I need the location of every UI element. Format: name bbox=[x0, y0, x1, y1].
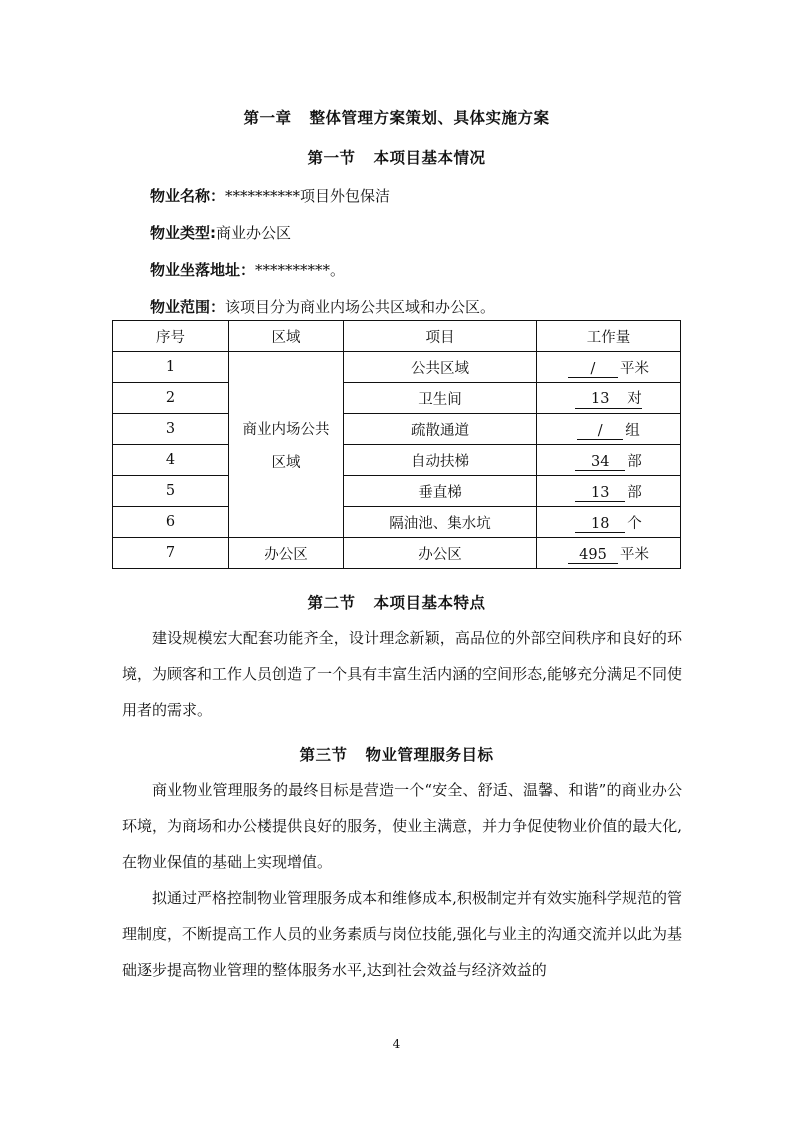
qty-unit: 平米 bbox=[620, 546, 649, 563]
field-property-scope bbox=[150, 296, 495, 317]
chapter-title bbox=[0, 106, 793, 128]
cell-no: 4 bbox=[113, 445, 229, 476]
page-number: 4 bbox=[392, 1037, 401, 1051]
cell-no: 2 bbox=[113, 383, 229, 414]
table-row bbox=[113, 352, 681, 383]
cell-no: 6 bbox=[113, 507, 229, 538]
field-label: 物业范围： bbox=[150, 298, 226, 316]
table-row bbox=[113, 414, 681, 445]
table-row bbox=[113, 383, 681, 414]
header-item: 项目 bbox=[344, 321, 537, 352]
cell-no: 1 bbox=[113, 352, 229, 383]
qty-unit: 对 bbox=[627, 391, 642, 407]
cell-workload bbox=[537, 476, 681, 507]
area-line-2: 区域 bbox=[271, 454, 301, 471]
section1-title bbox=[0, 146, 793, 168]
field-label: 物业坐落地址： bbox=[150, 261, 256, 279]
chapter-title-prefix: 第一章 bbox=[243, 109, 292, 127]
field-value: 商业办公区 bbox=[216, 224, 292, 242]
paragraph: 拟通过严格控制物业管理服务成本和维修成本,积极制定并有效实施科学规范的管理制度，不断提高工作人员的业务素质与岗位技能,强化与业主的沟通交流并以此为基础逐步提高物业管理的整体服务水平,达到社会效益与经济效益的 bbox=[122, 889, 682, 979]
field-value: 该项目分为商业内场公共区域和办公区。 bbox=[225, 298, 496, 316]
cell-item: 卫生间 bbox=[344, 383, 537, 414]
field-label: 物业名称： bbox=[150, 187, 226, 205]
scope-table bbox=[112, 320, 681, 569]
table-row bbox=[113, 538, 681, 569]
qty-unit: 组 bbox=[625, 422, 640, 439]
qty-value: / bbox=[568, 361, 618, 378]
section3-title-prefix: 第三节 bbox=[299, 746, 348, 764]
header-workload: 工作量 bbox=[537, 321, 681, 352]
section3-title-text: 物业管理服务目标 bbox=[365, 746, 494, 764]
table-row bbox=[113, 507, 681, 538]
qty-unit: 平米 bbox=[620, 360, 649, 377]
header-area: 区域 bbox=[229, 321, 344, 352]
cell-item: 疏散通道 bbox=[344, 414, 537, 445]
cell-workload bbox=[537, 445, 681, 476]
qty-unit: 部 bbox=[627, 453, 642, 470]
cell-no: 3 bbox=[113, 414, 229, 445]
qty-value: 495 bbox=[568, 547, 618, 564]
qty-value: 18 bbox=[575, 516, 625, 533]
field-property-type bbox=[150, 222, 291, 243]
chapter-title-text: 整体管理方案策划、具体实施方案 bbox=[309, 109, 550, 127]
cell-no: 7 bbox=[113, 538, 229, 569]
field-value: **********。 bbox=[255, 261, 346, 279]
qty-value: / bbox=[577, 423, 623, 440]
cell-workload bbox=[537, 352, 681, 383]
section1-title-prefix: 第一节 bbox=[307, 149, 356, 167]
cell-item: 垂直梯 bbox=[344, 476, 537, 507]
cell-area-merged bbox=[229, 352, 344, 538]
area-line-1: 商业内场公共 bbox=[242, 421, 330, 438]
section2-title-text: 本项目基本特点 bbox=[373, 594, 486, 612]
table-row bbox=[113, 445, 681, 476]
section2-title-prefix: 第二节 bbox=[307, 594, 356, 612]
qty-value: 13 bbox=[591, 391, 610, 407]
qty-value: 13 bbox=[575, 485, 625, 502]
table-row bbox=[113, 476, 681, 507]
field-property-address bbox=[150, 259, 345, 280]
cell-item: 自动扶梯 bbox=[344, 445, 537, 476]
qty-unit: 部 bbox=[627, 484, 642, 501]
section3-title bbox=[0, 743, 793, 765]
section2-title bbox=[0, 591, 793, 613]
field-label: 物业类型: bbox=[150, 224, 216, 242]
section2-body bbox=[122, 620, 682, 728]
cell-no: 5 bbox=[113, 476, 229, 507]
table-header-row bbox=[113, 321, 681, 352]
paragraph: 建设规模宏大配套功能齐全，设计理念新颖，高品位的外部空间秩序和良好的环境，为顾客和工作人员创造了一个具有丰富生活内涵的空间形态,能够充分满足不同使用者的需求。 bbox=[122, 629, 682, 719]
cell-area: 办公区 bbox=[229, 538, 344, 569]
section1-title-text: 本项目基本情况 bbox=[373, 149, 486, 167]
cell-workload bbox=[537, 414, 681, 445]
field-property-name bbox=[150, 185, 390, 206]
cell-workload bbox=[537, 507, 681, 538]
cell-item: 公共区域 bbox=[344, 352, 537, 383]
cell-item: 隔油池、集水坑 bbox=[344, 507, 537, 538]
paragraph: 商业物业管理服务的最终目标是营造一个“安全、舒适、温馨、和谐”的商业办公环境，为商场和办公楼提供良好的服务，使业主满意，并力争促使物业价值的最大化,在物业保值的基础上实现增值。 bbox=[122, 781, 682, 871]
cell-workload bbox=[537, 538, 681, 569]
qty-unit: 个 bbox=[627, 515, 642, 532]
cell-item: 办公区 bbox=[344, 538, 537, 569]
qty-value: 34 bbox=[575, 454, 625, 471]
header-no: 序号 bbox=[113, 321, 229, 352]
field-value: **********项目外包保洁 bbox=[225, 187, 391, 205]
section3-body bbox=[122, 772, 682, 988]
cell-workload bbox=[537, 383, 681, 414]
